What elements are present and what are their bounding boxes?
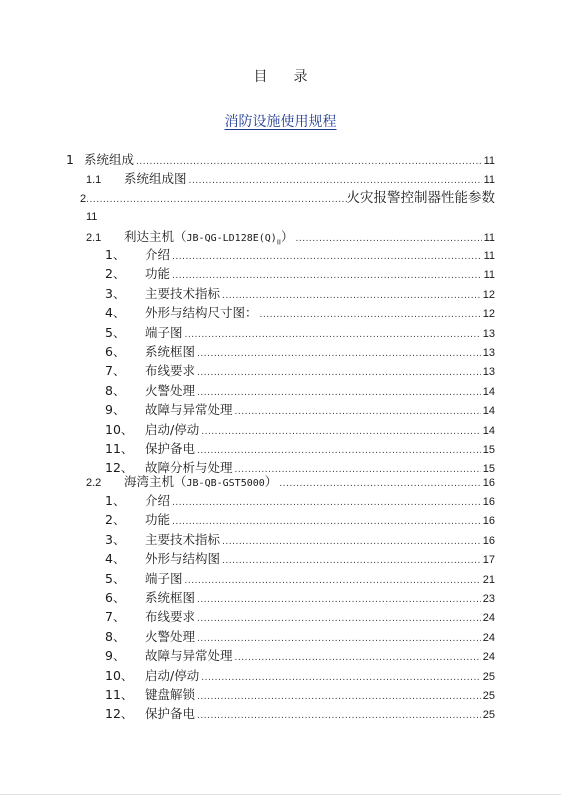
- toc-subitem-number: 11、: [105, 441, 134, 456]
- toc-entry-page: 11: [483, 174, 495, 186]
- toc-subitem-page: 13: [482, 366, 495, 379]
- toc-entry-number: 1.1: [86, 174, 102, 186]
- toc-subitem-number: 4、: [105, 551, 126, 567]
- toc-subitem-page: 15: [482, 463, 495, 476]
- toc-subitem-label: 保护备电: [145, 441, 196, 456]
- toc-subitem-number: 12、: [105, 706, 134, 722]
- toc-subitem-page: 15: [482, 444, 495, 456]
- toc-subitem-number: 7、: [105, 609, 126, 625]
- toc-subitem-number: 9、: [105, 648, 126, 664]
- toc-subitem-label: 故障与异常处理: [145, 402, 233, 418]
- toc-subitem[interactable]: [105, 323, 495, 342]
- toc-entry-section-2[interactable]: [80, 189, 495, 208]
- toc-subitem-page: 25: [482, 709, 495, 722]
- toc-entry-page: 11: [483, 232, 495, 244]
- toc-subitem-number: 5、: [105, 324, 126, 340]
- toc-subitem-page: 16: [482, 515, 495, 528]
- toc-subitem[interactable]: [105, 491, 495, 510]
- toc-subitem-page: 11: [483, 269, 495, 282]
- toc-heading-char-1: 目: [253, 69, 268, 85]
- toc-leader-dots: [86, 191, 346, 210]
- toc-subitem[interactable]: [105, 342, 495, 361]
- toc-subitem-label: 外形与结构尺寸图：: [145, 305, 258, 321]
- toc-subitem-label: 端子图: [145, 570, 183, 586]
- toc-subitem-page: 24: [482, 651, 495, 664]
- toc-subitem-number: 3、: [105, 285, 126, 301]
- toc-subitem[interactable]: [105, 284, 495, 303]
- toc-subitem[interactable]: [105, 245, 495, 264]
- toc-subitem-label: 外形与结构图: [145, 551, 221, 567]
- toc-subitem-label: 启动/停动: [145, 421, 200, 437]
- toc-subitem-label: 功能: [145, 266, 171, 282]
- toc-subitem-page: 14: [482, 405, 495, 418]
- toc-entry-number: 2: [80, 193, 87, 205]
- toc-subitem[interactable]: [105, 666, 495, 685]
- toc-entry-label-close: ）: [280, 229, 294, 244]
- toc-subitem-number: 3、: [105, 531, 126, 547]
- toc-entry-section-1[interactable]: [66, 150, 495, 169]
- toc-subitem-page: 25: [482, 670, 495, 683]
- toc-subitem[interactable]: [105, 569, 495, 588]
- toc-subitem-label: 火警处理: [145, 628, 196, 644]
- toc-entry-page: 11: [86, 211, 98, 223]
- toc-subitem-label: 介绍: [145, 493, 171, 508]
- toc-subitem-number: 9、: [105, 402, 126, 418]
- toc-entry-model-subscript: II: [276, 238, 281, 247]
- toc-subitem[interactable]: [105, 530, 495, 549]
- toc-entry-page: 16: [482, 477, 495, 489]
- toc-entry-model-code: JB-QG-LD128E(Q): [186, 233, 277, 244]
- toc-entry-label: 系统组成: [84, 152, 135, 167]
- toc-subitem-page: 21: [482, 573, 495, 586]
- toc-subitem-number: 6、: [105, 590, 126, 605]
- toc-subitem-page: 13: [482, 347, 495, 359]
- toc-entry-label-text: 海湾主机（: [124, 474, 187, 489]
- toc-subitem-label: 系统框图: [145, 344, 196, 359]
- toc-entry-number: 2.2: [86, 477, 102, 489]
- toc-subitem-page: 25: [482, 690, 495, 702]
- toc-subitem[interactable]: [105, 420, 495, 439]
- toc-entry-section-1-1[interactable]: [86, 169, 495, 188]
- toc-entry-label: [124, 472, 277, 493]
- toc-subitem-page: 12: [482, 308, 495, 321]
- toc-subitem[interactable]: [105, 685, 495, 704]
- toc-subitem-label: 保护备电: [145, 706, 196, 722]
- toc-subitem-number: 10、: [105, 667, 134, 683]
- toc-subitem-page: 24: [482, 612, 495, 625]
- toc-subitem[interactable]: [105, 400, 495, 419]
- toc-subitem[interactable]: [105, 549, 495, 568]
- toc-subitem-label: 故障与异常处理: [145, 648, 233, 664]
- toc-subitem-page: 23: [482, 593, 495, 605]
- toc-subitem-page: 14: [482, 385, 495, 398]
- toc-subitem-number: 8、: [105, 382, 126, 398]
- toc-subitem-page: 13: [482, 327, 495, 340]
- toc-subitem-label: 布线要求: [145, 609, 196, 625]
- toc-entry-page: 11: [483, 155, 495, 167]
- toc-subitem-number: 4、: [105, 305, 126, 321]
- toc-subitem-label: 键盘解锁: [145, 687, 196, 702]
- toc-subitem-label: 布线要求: [145, 363, 196, 379]
- toc-entry-model-code: JB-QB-GST5000: [186, 478, 265, 489]
- toc-subitem-page: 24: [482, 631, 495, 644]
- toc-subitem-number: 2、: [105, 266, 126, 282]
- toc-subitem[interactable]: [105, 588, 495, 607]
- toc-subitem-number: 6、: [105, 344, 126, 359]
- toc-subitem-label: 主要技术指标: [145, 531, 221, 547]
- toc-subitem-page: 16: [482, 534, 495, 547]
- toc-subitem[interactable]: [105, 607, 495, 626]
- toc-subitem-number: 2、: [105, 512, 126, 528]
- toc-subitem-page: 17: [482, 554, 495, 567]
- toc-entry-number: 2.1: [86, 232, 102, 244]
- toc-subitem-page: 12: [482, 288, 495, 301]
- page-bottom-divider: [0, 794, 561, 795]
- toc-subitem-label: 系统框图: [145, 590, 196, 605]
- toc-subitem-number: 8、: [105, 628, 126, 644]
- toc-subitem[interactable]: [105, 646, 495, 665]
- toc-entry-label-close: ）: [264, 474, 278, 489]
- toc-subitem[interactable]: [105, 303, 495, 322]
- toc-subitem[interactable]: [105, 627, 495, 646]
- toc-subitem-label: 故障分析与处理: [145, 460, 233, 476]
- toc-subitem-number: 1、: [105, 247, 126, 262]
- toc-subitem-number: 1、: [105, 493, 126, 508]
- document-title-link[interactable]: 消防设施使用规程: [224, 114, 337, 130]
- toc-entry-section-2-2[interactable]: [86, 472, 495, 491]
- toc-subitem-label: 端子图: [145, 324, 183, 340]
- toc-subitem-label: 介绍: [145, 247, 171, 262]
- toc-subitem-label: 功能: [145, 512, 171, 528]
- toc-subitem[interactable]: [105, 264, 495, 283]
- toc-subitem[interactable]: [105, 510, 495, 529]
- toc-subitem-label: 主要技术指标: [145, 285, 221, 301]
- toc-subitem[interactable]: [105, 704, 495, 723]
- toc-heading: [0, 66, 561, 86]
- toc-subitem-page: 11: [483, 250, 495, 262]
- toc-subitem[interactable]: [105, 439, 495, 458]
- toc-subitem-label: 火警处理: [145, 382, 196, 398]
- toc-subitem-number: 11、: [105, 687, 134, 702]
- toc-entry-number: 1: [66, 152, 74, 167]
- toc-leader-dots: [197, 707, 481, 726]
- toc-subitem[interactable]: [105, 381, 495, 400]
- toc-entry-section-2-1[interactable]: [86, 227, 495, 246]
- toc-heading-char-2: 录: [293, 69, 308, 85]
- toc-entry-label: 火灾报警控制器性能参数: [346, 190, 495, 206]
- toc-entry-label-text: 利达主机（: [124, 229, 187, 244]
- toc-subitem-number: 7、: [105, 363, 126, 379]
- toc-subitem-page: 14: [482, 424, 495, 437]
- toc-subitem-number: 10、: [105, 421, 134, 437]
- toc-subitem-label: 启动/停动: [145, 667, 200, 683]
- toc-subitem-number: 12、: [105, 460, 134, 476]
- toc-subitem-page: 16: [482, 496, 495, 508]
- toc-subitem[interactable]: [105, 361, 495, 380]
- toc-subitem-number: 5、: [105, 570, 126, 586]
- toc-entry-label: 系统组成图: [124, 171, 187, 186]
